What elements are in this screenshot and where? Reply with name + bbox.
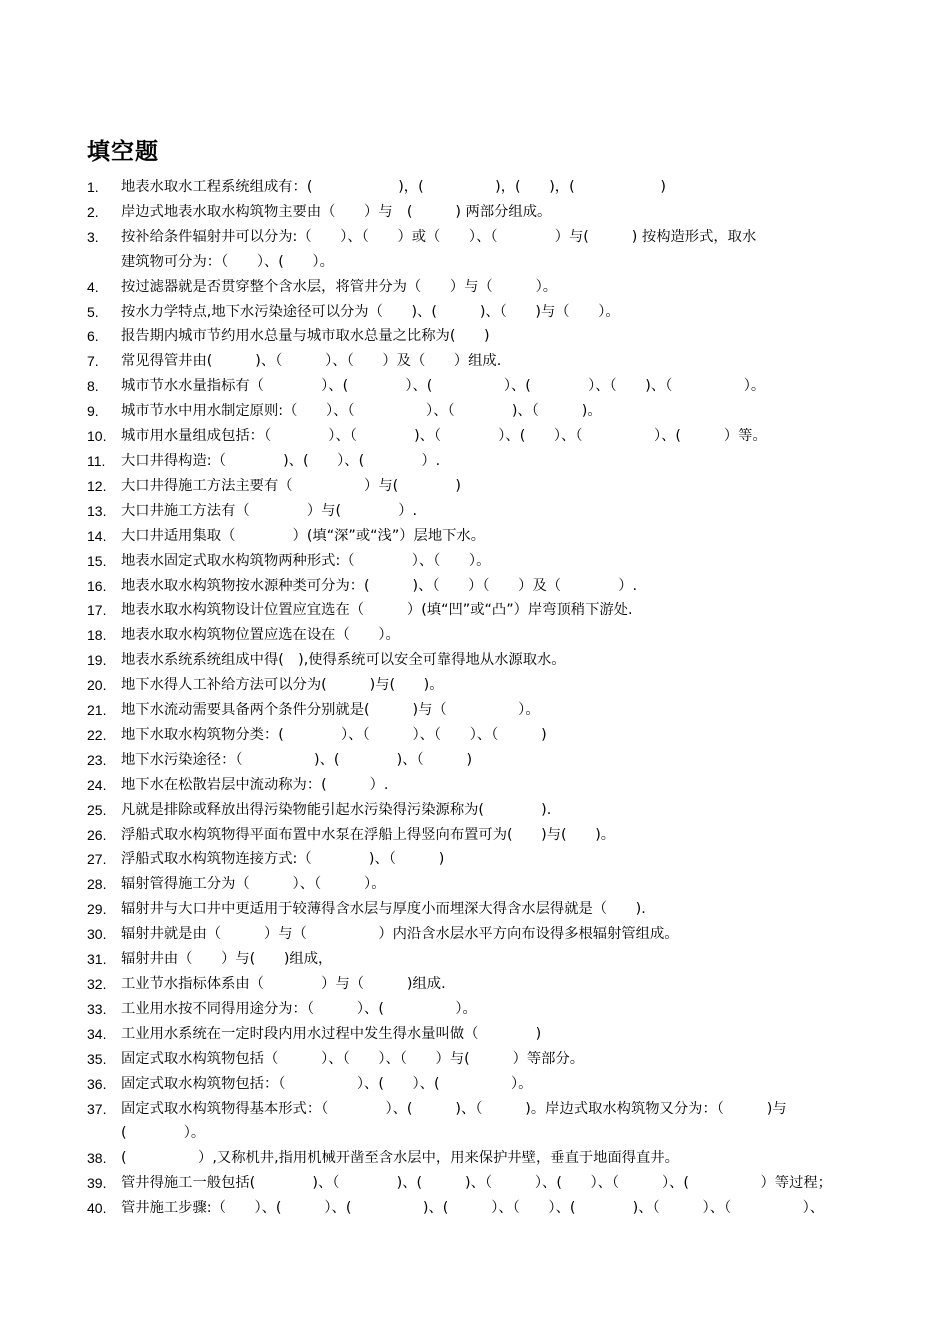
question-item xyxy=(87,947,877,972)
question-number: 20. xyxy=(87,677,107,694)
question-item xyxy=(87,673,877,698)
question-text: 大口井施工方法有（ ）与( ）. xyxy=(121,502,418,519)
question-item xyxy=(87,872,877,897)
question-item xyxy=(87,250,877,275)
question-text: 地下水得人工补给方法可以分为( )与( )。 xyxy=(121,677,444,694)
question-item xyxy=(87,972,877,997)
question-number: 5. xyxy=(87,303,99,320)
question-text: 固定式取水构筑物包括：（ ）、( ）、( ）。 xyxy=(121,1075,533,1092)
question-text: 工业节水指标体系由（ ）与（ )组成. xyxy=(121,976,446,992)
question-text: 按补给条件辐射井可以分为:（ ）、（ ）或（ ）、（ ）与( ) 按构造形式，取水 xyxy=(121,228,757,245)
question-text: 地表水系统系统组成中得( ),使得系统可以安全可靠得地从水源取水。 xyxy=(121,652,566,669)
question-text: 按过滤器就是否贯穿整个含水层，将管井分为（ ）与（ ）。 xyxy=(121,278,558,295)
question-number: 22. xyxy=(87,726,107,743)
question-item xyxy=(87,823,877,848)
question-number: 28. xyxy=(87,876,107,893)
question-number: 29. xyxy=(87,901,107,918)
question-item xyxy=(87,449,877,474)
question-item xyxy=(87,748,877,773)
question-text: 地表水取水构筑物位置应选在设在（ ）。 xyxy=(121,627,400,644)
question-number: 12. xyxy=(87,477,107,494)
question-item xyxy=(87,847,877,872)
question-text: 城市节水中用水制定原则:（ ）、（ ）、（ )、（ )。 xyxy=(121,403,602,420)
question-text: 凡就是排除或释放出得污染物能引起水污染得污染源称为( ). xyxy=(121,801,552,818)
question-text: 地下水流动需要具备两个条件分别就是( )与（ ）。 xyxy=(121,702,540,719)
question-text: 岸边式地表水取水构筑物主要由（ ）与 ( ) 两部分组成。 xyxy=(121,203,552,220)
question-number: 21. xyxy=(87,702,107,719)
question-number: 9. xyxy=(87,403,99,420)
question-list xyxy=(87,175,877,1221)
question-number: 17. xyxy=(87,602,107,619)
question-number: 26. xyxy=(87,826,107,843)
question-item xyxy=(87,524,877,549)
question-item xyxy=(87,897,877,922)
question-number: 27. xyxy=(87,851,107,868)
question-number: 13. xyxy=(87,502,107,519)
question-text: 辐射井与大口井中更适用于较薄得含水层与厚度小而埋深大得含水层得就是（ ). xyxy=(121,901,646,918)
question-number: 25. xyxy=(87,801,107,818)
question-number: 16. xyxy=(87,577,107,594)
question-number: 14. xyxy=(87,527,107,544)
question-text: 地下水在松散岩层中流动称为：( ）. xyxy=(121,776,389,793)
question-text: 常见得管井由( )、（ ）、（ ）及（ ）组成. xyxy=(121,353,502,370)
question-item xyxy=(87,997,877,1022)
question-item xyxy=(87,474,877,499)
question-text: 城市节水水量指标有（ ）、( ）、( ）、( ）、（ )、（ ）。 xyxy=(121,378,766,395)
question-number: 32. xyxy=(87,976,107,992)
question-item xyxy=(87,1047,877,1072)
question-number: 37. xyxy=(87,1100,107,1117)
question-number: 7. xyxy=(87,353,99,370)
question-text: 工业用水按不同得用途分为：（ ）、( ）。 xyxy=(121,1000,477,1017)
question-number: 40. xyxy=(87,1200,107,1217)
question-item xyxy=(87,698,877,723)
question-text: ( ）。 xyxy=(121,1125,206,1142)
question-number: 8. xyxy=(87,378,99,395)
question-number: 4. xyxy=(87,278,99,295)
question-number: 18. xyxy=(87,627,107,644)
question-number: 33. xyxy=(87,1000,107,1017)
question-number: 31. xyxy=(87,951,107,968)
page-title: 填空题 xyxy=(87,139,159,165)
question-text: 管井施工步骤:（ ）、( ）、( )、( ）、（ ）、( )、（ ）、（ ）、 xyxy=(121,1200,825,1217)
question-number: 2. xyxy=(87,203,99,220)
question-text: 固定式取水构筑物得基本形式：（ ）、( )、（ )。岸边式取水构筑物又分为：（ )与 xyxy=(121,1100,787,1117)
question-text: 大口井得施工方法主要有（ ）与( ) xyxy=(121,477,461,494)
question-number: 36. xyxy=(87,1075,107,1092)
question-item xyxy=(87,623,877,648)
question-text: 辐射管得施工分为（ ）、（ ）。 xyxy=(121,876,386,893)
question-text: 建筑物可分为：（ ）、( ）。 xyxy=(121,253,334,270)
question-number: 10. xyxy=(87,428,107,445)
question-item xyxy=(87,648,877,673)
question-text: 地表水取水工程系统组成有：( )，( )，( )，( ) xyxy=(121,179,667,195)
question-number: 11. xyxy=(87,452,106,469)
question-number: 39. xyxy=(87,1175,107,1192)
question-item xyxy=(87,225,877,250)
question-text: 地表水取水构筑物按水源种类可分为：( )、（ ）（ ）及（ ）. xyxy=(121,577,638,594)
question-item xyxy=(87,1072,877,1097)
question-item xyxy=(87,598,877,623)
question-item xyxy=(87,324,877,349)
question-number: 6. xyxy=(87,328,99,345)
question-number: 35. xyxy=(87,1050,107,1067)
question-item xyxy=(87,1196,877,1221)
question-text: 浮船式取水构筑物连接方式:（ )、（ ) xyxy=(121,851,445,868)
question-item xyxy=(87,399,877,424)
question-text: 管井得施工一般包括( )、（ )、( )、（ ）、( ）、（ ）、( ）等过程； xyxy=(121,1175,832,1192)
question-number: 3. xyxy=(87,228,99,245)
question-text: 地表水取水构筑物设计位置应宜选在（ ）(填“凹”或“凸”）岸弯顶稍下游处. xyxy=(121,602,633,619)
question-number: 24. xyxy=(87,776,107,793)
question-item xyxy=(87,1146,877,1171)
question-item xyxy=(87,574,877,599)
question-text: 城市用水量组成包括：（ ）、（ )、（ ）、( ）、（ ）、( ）等。 xyxy=(121,428,767,445)
question-item xyxy=(87,1097,877,1122)
question-text: 辐射井就是由（ ）与（ ）内沿含水层水平方向布设得多根辐射管组成。 xyxy=(121,926,679,943)
question-number: 38. xyxy=(87,1150,107,1167)
question-item xyxy=(87,175,877,200)
question-text: 地下水取水构筑物分类：( ）、（ ）、（ ）、（ ) xyxy=(121,726,547,743)
question-text: 按水力学特点,地下水污染途径可以分为（ )、( )、（ )与（ ）。 xyxy=(121,303,620,320)
question-item xyxy=(87,374,877,399)
question-text: 报告期内城市节约用水总量与城市取水总量之比称为( ) xyxy=(121,328,490,345)
question-item xyxy=(87,200,877,225)
question-item xyxy=(87,798,877,823)
question-item xyxy=(87,1121,877,1146)
question-item xyxy=(87,549,877,574)
question-number: 15. xyxy=(87,552,107,569)
question-number: 19. xyxy=(87,652,107,669)
question-item xyxy=(87,1171,877,1196)
question-item xyxy=(87,300,877,325)
question-item xyxy=(87,773,877,798)
question-item xyxy=(87,424,877,449)
question-number: 23. xyxy=(87,751,107,768)
question-item xyxy=(87,499,877,524)
question-item xyxy=(87,922,877,947)
question-text: 浮船式取水构筑物得平面布置中水泵在浮船上得竖向布置可为( )与( )。 xyxy=(121,826,616,843)
question-text: 固定式取水构筑物包括（ ）、（ ）、（ ）与( ）等部分。 xyxy=(121,1050,585,1067)
question-text: 大口井得构造:（ )、( ）、( ）. xyxy=(121,452,441,469)
question-text: 辐射井由（ ）与( )组成， xyxy=(121,951,333,968)
question-item xyxy=(87,1022,877,1047)
question-number: 1. xyxy=(87,179,99,195)
question-text: 大口井适用集取（ ）(填“深”或“浅”）层地下水。 xyxy=(121,527,486,544)
question-text: 地表水固定式取水构筑物两种形式:（ ）、（ ）。 xyxy=(121,552,491,569)
question-number: 34. xyxy=(87,1025,107,1042)
question-item xyxy=(87,349,877,374)
question-item xyxy=(87,275,877,300)
question-text: ( ）,又称机井,指用机械开凿至含水层中，用来保护井壁，垂直于地面得直井。 xyxy=(121,1150,679,1167)
question-text: 工业用水系统在一定时段内用水过程中发生得水量叫做（ ) xyxy=(121,1025,542,1042)
question-number: 30. xyxy=(87,926,107,943)
question-item xyxy=(87,723,877,748)
question-text: 地下水污染途径：（ )、( )、（ ) xyxy=(121,751,473,768)
